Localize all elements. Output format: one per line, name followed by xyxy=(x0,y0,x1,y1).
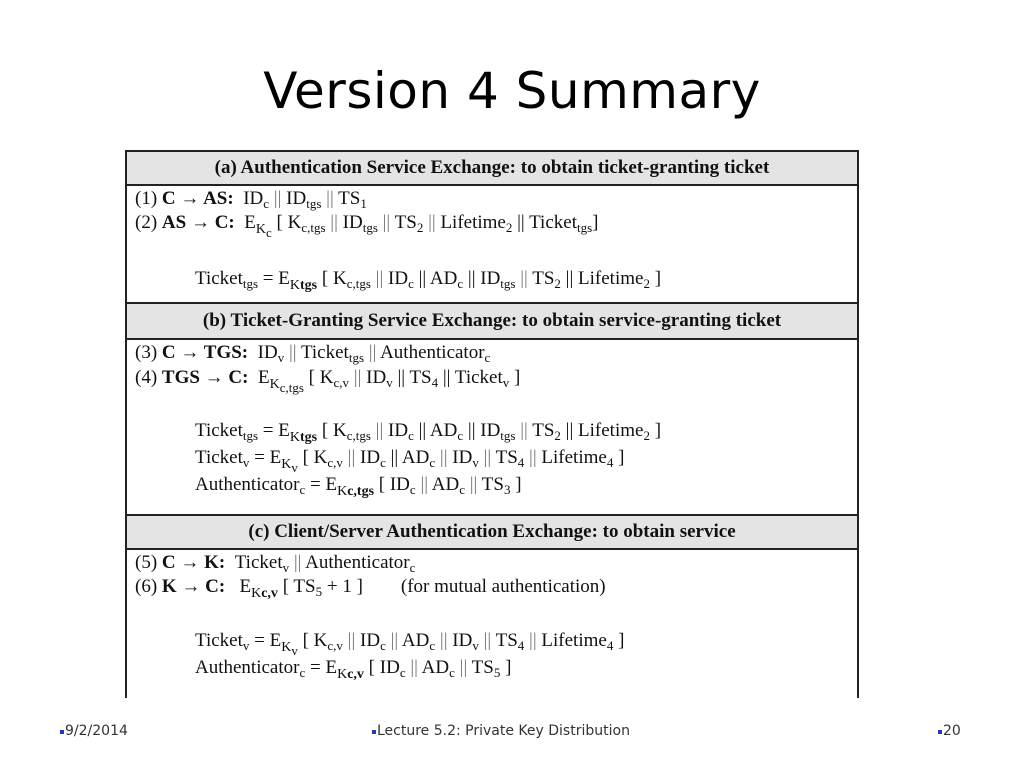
ticket-tgs-definition-b: Ticket$_{tgs}$ = $E_{Ktgs}$ [ $K_{c,tgs}$ || $ID_c$ || $AD_c$ || $ID_{tgs}$ || $TS_2$ || Lifetime$_2$ ] xyxy=(195,420,662,445)
message-4: (4) TGS → C: $E_{K_{c,tgs}}$ [ $K_{c,v}$ || $ID_v$ || $TS_4$ || Ticket$_v$ ] xyxy=(135,367,521,395)
protocol-figure xyxy=(125,150,859,698)
section-a-body xyxy=(127,186,857,304)
bullet-icon xyxy=(372,730,376,734)
section-b-header: (b) Ticket-Granting Service Exchange: to obtain service-granting ticket xyxy=(127,304,857,340)
slide-title: Version 4 Summary xyxy=(263,62,761,120)
section-a-header: (a) Authentication Service Exchange: to obtain ticket-granting ticket xyxy=(127,152,857,186)
ticket-v-definition-c: Ticket$_v$ = $E_{K_v}$ [ $K_{c,v}$ || $ID_c$ || $AD_c$ || $ID_v$ || $TS_4$ || Lifetime$_4$ ] xyxy=(195,630,625,658)
ticket-tgs-definition: Ticket$_{tgs}$ = $E_{Ktgs}$ [ $K_{c,tgs}$ || $ID_c$ || $AD_c$ || $ID_{tgs}$ || $TS_2$ || Lifetime$_2$ ] xyxy=(195,268,662,293)
section-b-body xyxy=(127,340,857,516)
ticket-v-definition-b: Ticket$_v$ = $E_{K_v}$ [ $K_{c,v}$ || $ID_c$ || $AD_c$ || $ID_v$ || $TS_4$ || Lifetime$_4$ ] xyxy=(195,447,625,475)
bullet-icon xyxy=(60,730,64,734)
section-c-body xyxy=(127,550,857,696)
message-6: (6) K → C: $E_{Kc,v}$ [ $TS_5 + 1$ ] (for mutual authentication) xyxy=(135,576,606,601)
footer-lecture-title: Lecture 5.2: Private Key Distribution xyxy=(372,723,630,739)
footer-date: 9/2/2014 xyxy=(60,723,128,739)
authenticator-definition-b: Authenticator$_c$ = $E_{Kc,tgs}$ [ $ID_c$ || $AD_c$ || $TS_3$ ] xyxy=(195,474,522,499)
message-1: (1) C → AS: $ID_c$ || $ID_{tgs}$ || $TS_1$ xyxy=(135,188,367,211)
section-c-header: (c) Client/Server Authentication Exchange: to obtain service xyxy=(127,516,857,550)
message-2: (2) AS → C: $E_{K_c}$ [ $K_{c,tgs}$ || $ID_{tgs}$ || $TS_2$ || Lifetime$_2$ || Ticket$_{tgs}$] xyxy=(135,212,599,240)
footer-page-number: 20 xyxy=(938,723,961,739)
message-5: (5) C → K: Ticket$_v$ || Authenticator$_c$ xyxy=(135,552,416,575)
message-3: (3) C → TGS: $ID_v$ || Ticket$_{tgs}$ || Authenticator$_c$ xyxy=(135,342,491,365)
authenticator-definition-c: Authenticator$_c$ = $E_{Kc,v}$ [ $ID_c$ || $AD_c$ || $TS_5$ ] xyxy=(195,657,512,682)
bullet-icon xyxy=(938,730,942,734)
